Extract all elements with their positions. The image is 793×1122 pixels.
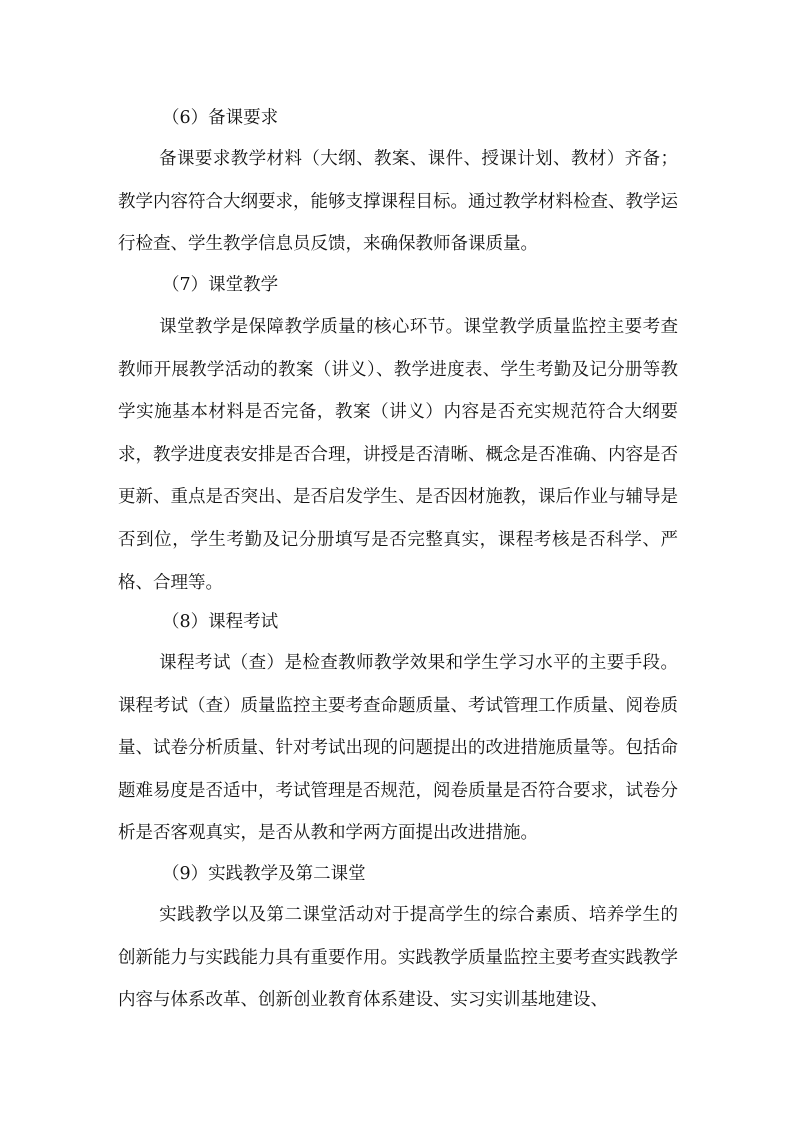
- section-paragraph-8: 课程考试（查）是检查教师教学效果和学生学习水平的主要手段。课程考试（查）质量监控主要考查命题质量、考试管理工作质量、阅卷质量、试卷分析质量、针对考试出现的问题提出的改进措施质量等。包括命题难易度是否适中，考试管理是否规范，阅卷质量是否符合要求，试卷分析是否客观真实，是否从教和学两方面提出改进措施。: [118, 653, 678, 844]
- section-heading-8: （8）课程考试: [162, 612, 279, 632]
- section-heading-7: （7）课堂教学: [162, 275, 279, 295]
- section-paragraph-6: 备课要求教学材料（大纲、教案、课件、授课计划、教材）齐备；教学内容符合大纲要求，能够支撑课程目标。通过教学材料检查、教学运行检查、学生教学信息员反馈，来确保教师备课质量。: [118, 149, 678, 255]
- section-paragraph-7: 课堂教学是保障教学质量的核心环节。课堂教学质量监控主要考查教师开展教学活动的教案（讲义）、教学进度表、学生考勤及记分册等教学实施基本材料是否完备，教案（讲义）内容是否充实规范符合大纲要求，教学进度表安排是否合理，讲授是否清晰、概念是否准确、内容是否更新、重点是否突出、是否启发学生、是否因材施教，课后作业与辅导是否到位，学生考勤及记分册填写是否完整真实，课程考核是否科学、严格、合理等。: [118, 317, 678, 593]
- section-paragraph-9: 实践教学以及第二课堂活动对于提高学生的综合素质、培养学生的创新能力与实践能力具有重要作用。实践教学质量监控主要考查实践教学内容与体系改革、创新创业教育体系建设、实习实训基地建设、: [118, 905, 678, 1011]
- section-heading-9: （9）实践教学及第二课堂: [162, 864, 366, 884]
- section-heading-6: （6）备课要求: [162, 108, 279, 128]
